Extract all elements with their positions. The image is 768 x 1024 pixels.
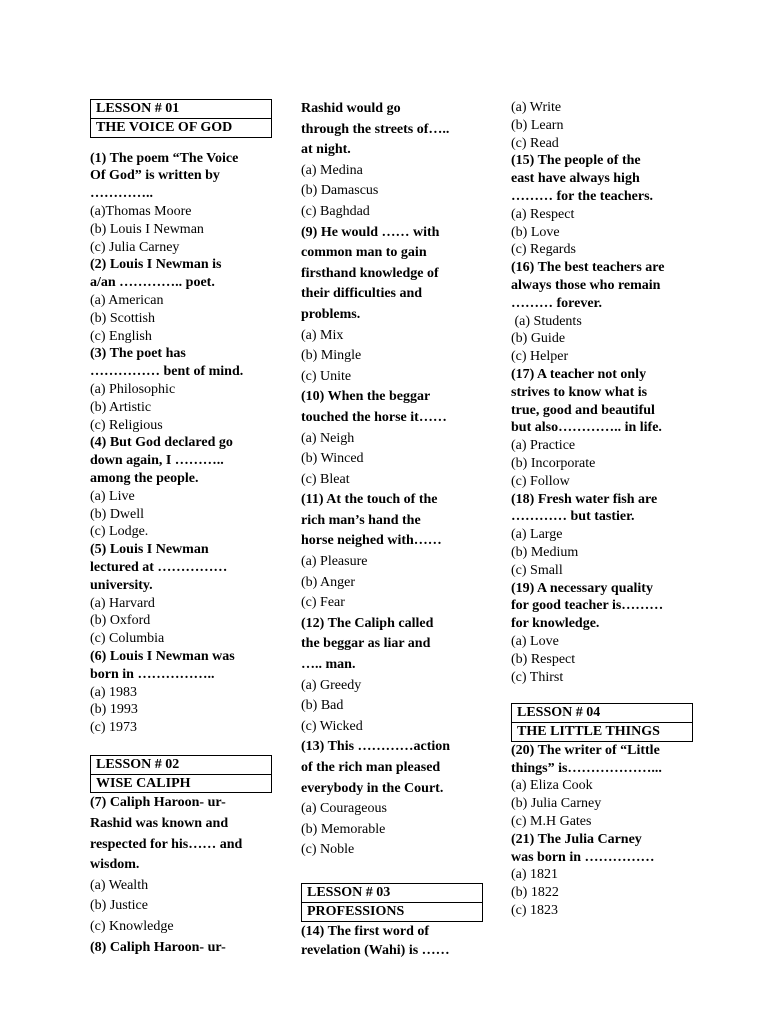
- question-line: was born in ……………: [511, 849, 655, 865]
- question-line: among the people.: [90, 470, 199, 486]
- question-line: Rashid would go: [301, 101, 401, 116]
- question-3: [90, 345, 272, 434]
- option: (c) Follow: [511, 473, 570, 489]
- question-18: [511, 491, 693, 580]
- question-5: [90, 541, 272, 648]
- question-line: born in ……………..: [90, 666, 215, 682]
- question-line: for knowledge.: [511, 616, 600, 632]
- option: (b) Louis I Newman: [90, 221, 204, 237]
- question-16: [511, 259, 693, 366]
- option: (a) Medina: [301, 162, 363, 178]
- question-line: the beggar as liar and: [301, 636, 431, 652]
- question-line: (13) This …………action: [301, 739, 451, 755]
- question-line: respected for his…… and: [90, 836, 243, 852]
- question-line: common man to gain: [301, 245, 427, 261]
- lesson-number: LESSON # 03: [302, 884, 482, 903]
- question-line: ………… but tastier.: [511, 509, 635, 525]
- column-1: [90, 99, 272, 958]
- question-line: problems.: [301, 306, 361, 322]
- question-line: (17) A teacher not only: [511, 366, 647, 382]
- question-9: [301, 223, 483, 388]
- option: (a) Mix: [301, 327, 344, 343]
- option: (a) Neigh: [301, 430, 355, 446]
- question-line: university.: [90, 577, 153, 593]
- option: (b) Julia Carney: [511, 796, 602, 812]
- question-line: true, good and beautiful: [511, 402, 655, 418]
- question-line: (21) The Julia Carney: [511, 831, 642, 847]
- option: (a) 1983: [90, 684, 138, 700]
- option: (c) M.H Gates: [511, 814, 592, 830]
- option: (c) Knowledge: [90, 919, 174, 935]
- question-line: (7) Caliph Haroon- ur-: [90, 795, 226, 811]
- option: (b) Guide: [511, 331, 566, 347]
- option: (a) Students: [511, 313, 582, 329]
- option: (c) 1973: [90, 720, 138, 736]
- option: (a) 1821: [511, 867, 559, 883]
- question-line: (16) The best teachers are: [511, 260, 665, 276]
- option: (b) Incorporate: [511, 455, 596, 471]
- lesson-02-header: [90, 755, 272, 794]
- lesson-04-header: [511, 703, 693, 742]
- option: (a) Love: [511, 633, 559, 649]
- question-line: (11) At the touch of the: [301, 492, 438, 508]
- option: (a) Courageous: [301, 801, 387, 817]
- question-line: east have always high: [511, 171, 640, 187]
- question-line: (9) He would …… with: [301, 224, 440, 240]
- option: (c) Noble: [301, 842, 355, 858]
- question-line: their difficulties and: [301, 286, 423, 302]
- lesson-title: THE VOICE OF GOD: [96, 119, 233, 135]
- lesson-title: WISE CALIPH: [96, 775, 191, 791]
- question-line: firsthand knowledge of: [301, 265, 439, 281]
- lesson-number: LESSON # 02: [91, 756, 271, 775]
- option: (b) Respect: [511, 651, 576, 667]
- lesson-01-header: [90, 99, 272, 138]
- option: (c) 1823: [511, 903, 559, 919]
- question-line: for good teacher is………: [511, 598, 664, 614]
- question-20: [511, 742, 693, 831]
- question-line: of the rich man pleased: [301, 760, 441, 775]
- option: (a) Wealth: [90, 877, 149, 893]
- question-line: ….. man.: [301, 657, 356, 673]
- option: (a)Thomas Moore: [90, 203, 192, 219]
- question-13: [301, 737, 483, 861]
- option: (b) Oxford: [90, 613, 151, 629]
- option: (b) Medium: [511, 544, 579, 560]
- option: (b) Anger: [301, 574, 356, 590]
- question-1: [90, 150, 272, 257]
- option: (c) Read: [511, 135, 559, 151]
- column-2: [301, 99, 483, 961]
- question-line: down again, I ………..: [90, 453, 224, 469]
- option: (b) Learn: [511, 117, 564, 133]
- question-line: always those who remain: [511, 277, 661, 293]
- question-line: (8) Caliph Haroon- ur-: [90, 939, 226, 955]
- lesson-number: LESSON # 01: [91, 100, 271, 119]
- option: (a) Greedy: [301, 677, 362, 693]
- option: (a) Write: [511, 100, 562, 115]
- question-line: (14) The first word of: [301, 923, 430, 939]
- question-line: Rashid was known and: [90, 816, 229, 832]
- option: (b) Dwell: [90, 506, 145, 522]
- option: (c) Religious: [90, 417, 163, 433]
- option: (a) Practice: [511, 438, 576, 454]
- option: (b) Mingle: [301, 348, 362, 364]
- question-4: [90, 434, 272, 541]
- question-line: wisdom.: [90, 857, 140, 873]
- column-3: [511, 99, 693, 920]
- option: (c) English: [90, 328, 152, 344]
- question-line: touched the horse it……: [301, 409, 447, 425]
- question-line: (18) Fresh water fish are: [511, 491, 658, 507]
- option: (a) Live: [90, 488, 135, 504]
- question-line: (20) The writer of “Little: [511, 742, 660, 758]
- question-line: (2) Louis I Newman is: [90, 257, 222, 273]
- question-11: [301, 490, 483, 614]
- question-line: rich man’s hand the: [301, 512, 421, 528]
- option: (b) Love: [511, 224, 560, 240]
- option: (a) American: [90, 292, 164, 308]
- option: (c) Columbia: [90, 631, 165, 647]
- question-line: (10) When the beggar: [301, 389, 431, 405]
- question-line: everybody in the Court.: [301, 780, 444, 796]
- option: (c) Bleat: [301, 471, 350, 487]
- question-line: lectured at ……………: [90, 559, 228, 575]
- option: (c) Julia Carney: [90, 239, 180, 255]
- question-7: [90, 793, 272, 937]
- question-line: a/an ………….. poet.: [90, 275, 215, 291]
- question-6: [90, 648, 272, 737]
- question-12: [301, 614, 483, 738]
- question-line: ……… for the teachers.: [511, 188, 654, 204]
- option: (b) Memorable: [301, 821, 386, 837]
- question-line: but also………….. in life.: [511, 420, 662, 436]
- question-line: strives to know what is: [511, 384, 648, 400]
- option: (a) Philosophic: [90, 381, 176, 397]
- option: (b) 1822: [511, 885, 559, 901]
- question-8-continued: [301, 99, 483, 223]
- question-line: through the streets of…..: [301, 121, 450, 137]
- question-line: ……… forever.: [511, 295, 602, 311]
- question-line: (3) The poet has: [90, 346, 186, 362]
- question-line: …………..: [90, 186, 153, 202]
- option: (c) Regards: [511, 242, 576, 258]
- lesson-number: LESSON # 04: [512, 704, 692, 723]
- question-line: (4) But God declared go: [90, 435, 233, 451]
- question-14: [301, 922, 483, 961]
- question-line: (15) The people of the: [511, 153, 641, 169]
- option: (c) Small: [511, 562, 563, 578]
- option: (b) Damascus: [301, 183, 379, 199]
- question-line: Of God” is written by: [90, 168, 220, 184]
- question-line: revelation (Wahi) is ……: [301, 943, 450, 959]
- question-line: (1) The poem “The Voice: [90, 150, 239, 166]
- question-2: [90, 256, 272, 345]
- question-17: [511, 366, 693, 491]
- option: (c) Wicked: [301, 718, 363, 734]
- question-21: [511, 831, 693, 920]
- question-14-options: [511, 99, 693, 152]
- question-8: [90, 938, 272, 959]
- question-19: [511, 580, 693, 687]
- question-line: things” is………………...: [511, 760, 662, 776]
- question-line: horse neighed with……: [301, 533, 442, 549]
- option: (b) 1993: [90, 702, 138, 718]
- option: (b) Artistic: [90, 399, 152, 415]
- lesson-title: THE LITTLE THINGS: [517, 724, 660, 740]
- option: (a) Eliza Cook: [511, 778, 593, 794]
- option: (a) Pleasure: [301, 554, 368, 570]
- lesson-03-header: [301, 883, 483, 922]
- question-line: …………… bent of mind.: [90, 364, 244, 380]
- option: (c) Baghdad: [301, 203, 370, 219]
- option: (a) Respect: [511, 206, 575, 222]
- option: (b) Bad: [301, 698, 344, 714]
- option: (c) Fear: [301, 595, 345, 611]
- question-line: at night.: [301, 142, 351, 158]
- option: (c) Unite: [301, 368, 352, 384]
- question-15: [511, 152, 693, 259]
- option: (a) Large: [511, 527, 563, 543]
- question-10: [301, 387, 483, 490]
- question-line: (6) Louis I Newman was: [90, 648, 235, 664]
- option: (c) Lodge.: [90, 524, 149, 540]
- question-line: (19) A necessary quality: [511, 580, 653, 596]
- lesson-title: PROFESSIONS: [307, 903, 405, 919]
- question-line: (5) Louis I Newman: [90, 542, 209, 558]
- option: (b) Winced: [301, 451, 364, 467]
- option: (a) Harvard: [90, 595, 155, 611]
- option: (c) Helper: [511, 349, 569, 365]
- option: (b) Justice: [90, 898, 148, 914]
- option: (c) Thirst: [511, 669, 564, 685]
- option: (b) Scottish: [90, 310, 155, 326]
- question-line: (12) The Caliph called: [301, 615, 434, 631]
